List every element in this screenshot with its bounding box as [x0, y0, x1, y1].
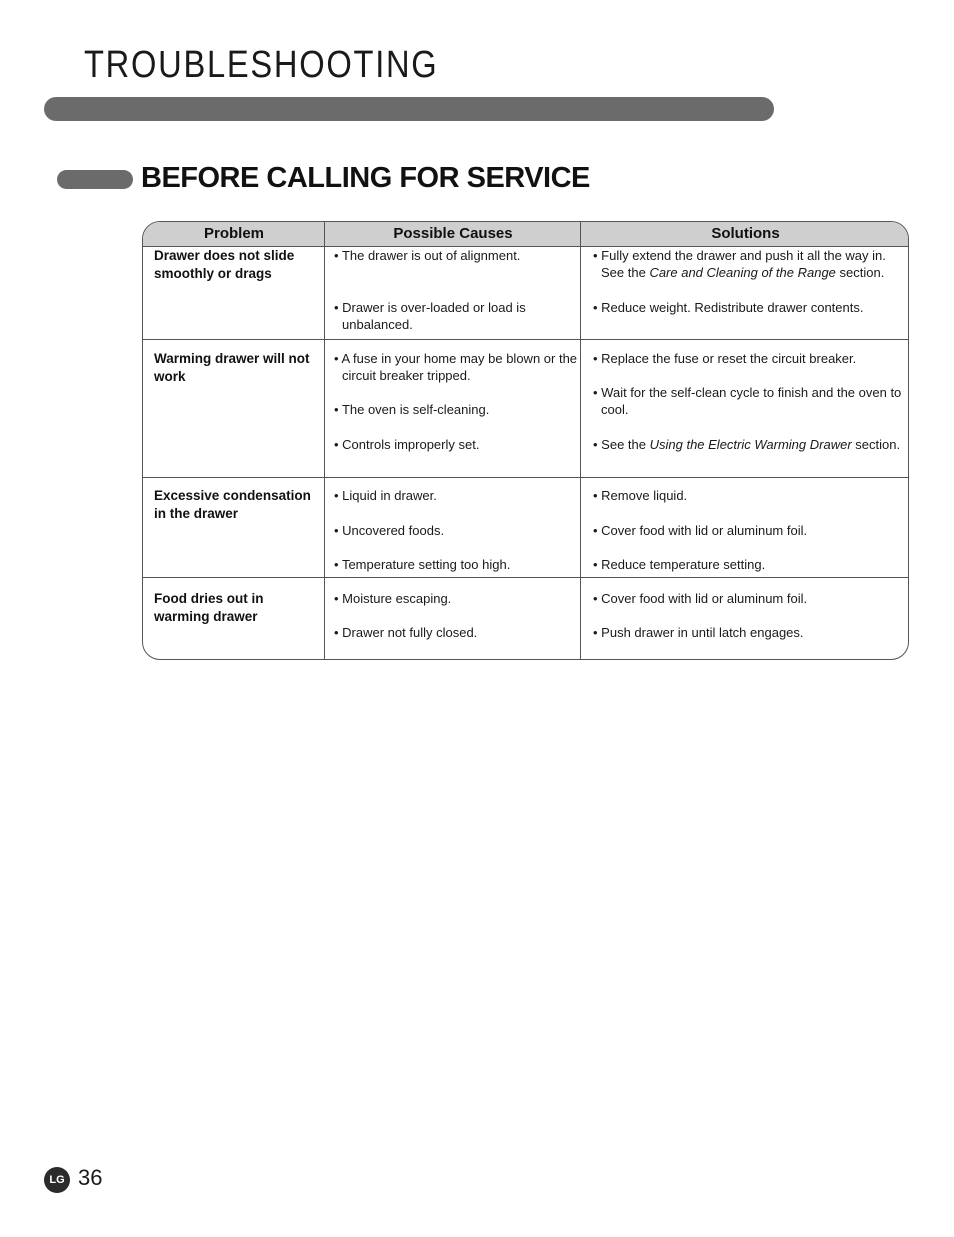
troubleshooting-table: [142, 221, 909, 660]
cause-item: • Temperature setting too high.: [334, 557, 511, 572]
cause-item: • Moisture escaping.: [334, 591, 452, 606]
solution-item: • Reduce temperature setting.: [593, 557, 766, 572]
table-header: [143, 222, 908, 247]
solution-item: • See the Using the Electric Warming Drawer section.: [593, 437, 901, 452]
cause-item: • Controls improperly set.: [334, 437, 480, 452]
lg-logo: [44, 1167, 70, 1193]
cause-item: • Uncovered foods.: [334, 523, 445, 538]
cause-item: • Drawer not fully closed.: [334, 625, 478, 640]
page-title: TROUBLESHOOTING: [84, 44, 439, 86]
problem-cell: Warming drawer will not work: [154, 351, 310, 384]
column-header-causes: Possible Causes: [393, 225, 513, 242]
solution-item: • Remove liquid.: [593, 488, 688, 503]
solution-item: • Reduce weight. Redistribute drawer contents.: [593, 300, 864, 315]
cause-item: • The drawer is out of alignment.: [334, 248, 521, 263]
row-divider: [143, 577, 909, 578]
solution-item: • Cover food with lid or aluminum foil.: [593, 523, 808, 538]
solution-item: • Wait for the self-clean cycle to finish and the oven to cool.: [593, 385, 902, 418]
column-header-problem: Problem: [203, 225, 264, 242]
problem-cell: Food dries out in warming drawer: [154, 591, 264, 624]
problem-cell: Excessive condensation in the drawer: [154, 488, 311, 521]
column-header-solutions: Solutions: [711, 225, 780, 242]
cause-item: • Liquid in drawer.: [334, 488, 437, 503]
cause-item: • Drawer is over-loaded or load is unbalanced.: [334, 300, 526, 333]
cause-item: • The oven is self-cleaning.: [334, 402, 490, 417]
solution-item: • Push drawer in until latch engages.: [593, 625, 804, 640]
title-bar: [44, 97, 774, 121]
solution-item: • Replace the fuse or reset the circuit breaker.: [593, 351, 857, 366]
column-divider: [324, 222, 325, 660]
section-title: BEFORE CALLING FOR SERVICE: [141, 162, 590, 194]
row-divider: [143, 339, 909, 340]
solution-item: • Cover food with lid or aluminum foil.: [593, 591, 808, 606]
lg-logo-text: LG: [49, 1174, 65, 1186]
page-number: 36: [78, 1165, 103, 1190]
row-divider: [143, 477, 909, 478]
section-pill: [57, 170, 133, 189]
solution-item: • Fully extend the drawer and push it all the way in. See the Care and Cleaning of the Range section.: [593, 248, 886, 281]
cause-item: • A fuse in your home may be blown or the circuit breaker tripped.: [334, 351, 578, 384]
problem-cell: Drawer does not slide smoothly or drags: [154, 248, 295, 281]
